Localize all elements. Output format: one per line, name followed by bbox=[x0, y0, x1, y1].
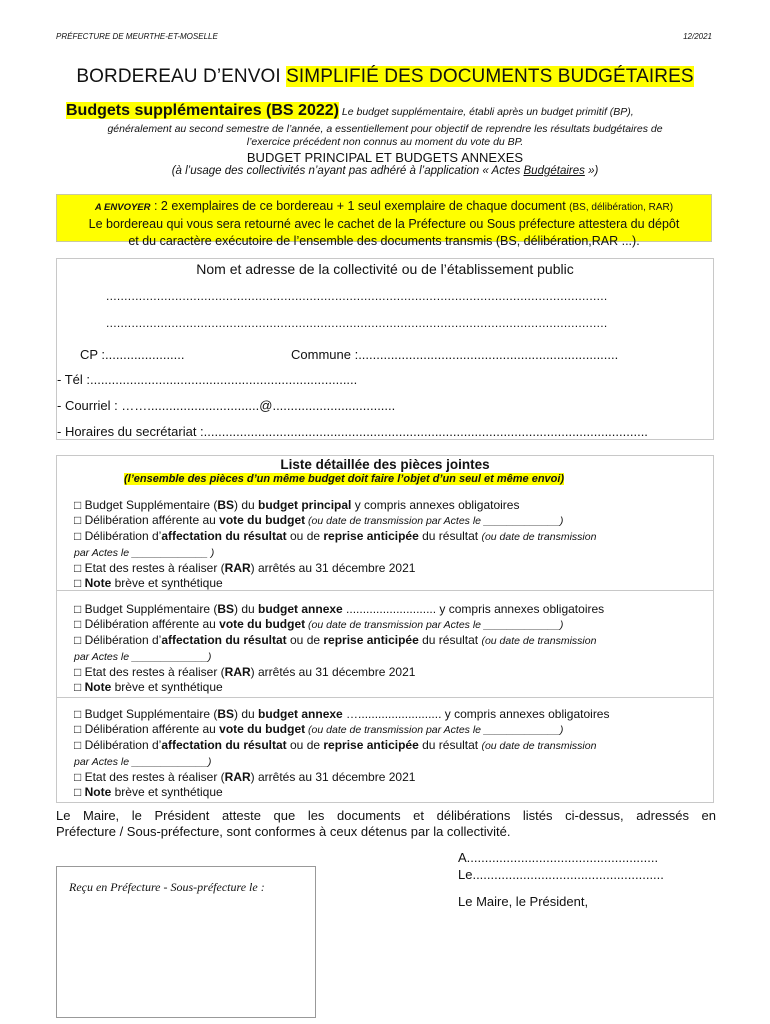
budget-block-annexe-1 bbox=[74, 602, 714, 695]
item-text: (ou date de transmission bbox=[481, 635, 597, 647]
document-date: 12/2021 bbox=[683, 32, 712, 41]
item-text: brève et synthétique bbox=[111, 785, 223, 799]
received-stamp-box bbox=[56, 866, 316, 1018]
budget-subtitle: BUDGET PRINCIPAL ET BUDGETS ANNEXES bbox=[246, 150, 524, 165]
budget-block-principal bbox=[74, 498, 714, 591]
bs-text-3: l’exercice précédent non connus au moment du vote du BP. bbox=[246, 136, 524, 148]
item-text: Budget Supplémentaire ( bbox=[84, 498, 218, 512]
item-text: par Actes le _____________ ) bbox=[74, 547, 215, 559]
checkbox-item-vote[interactable] bbox=[74, 513, 714, 529]
checkbox-icon[interactable]: □ bbox=[74, 513, 82, 527]
checkbox-item-rar[interactable] bbox=[74, 561, 714, 576]
item-text: brève et synthétique bbox=[111, 576, 223, 590]
checkbox-icon[interactable]: □ bbox=[74, 665, 82, 679]
item-text: vote du budget bbox=[219, 513, 306, 527]
item-text: affectation du résultat bbox=[161, 529, 287, 543]
item-text: RAR bbox=[224, 770, 251, 784]
checkbox-item-note[interactable] bbox=[74, 576, 714, 591]
sign-place-field[interactable]: A..................................................... bbox=[458, 850, 659, 865]
received-label: Reçu en Préfecture - Sous-préfecture le : bbox=[69, 880, 265, 894]
bs-text-1: Le budget supplémentaire, établi après un budget primitif (BP), bbox=[338, 106, 634, 118]
checkbox-icon[interactable]: □ bbox=[74, 785, 82, 799]
item-text: vote du budget bbox=[219, 617, 306, 631]
item-text: du résultat bbox=[418, 738, 482, 752]
title-plain: BORDEREAU D’ENVOI bbox=[76, 66, 287, 87]
item-text: Délibération afférente au bbox=[84, 617, 220, 631]
page-title bbox=[0, 66, 770, 88]
envoyer-line-2: Le bordereau qui vous sera retourné avec le cachet de la Préfecture ou Sous préfecture attestera du dépôt bbox=[88, 217, 680, 231]
item-text: Délibération afférente au bbox=[84, 513, 220, 527]
envoyer-box bbox=[56, 194, 712, 248]
item-text: budget annexe bbox=[258, 707, 343, 721]
item-text: …......................... y compris annexes obligatoires bbox=[342, 707, 610, 721]
item-text: ou de bbox=[286, 738, 324, 752]
prefecture-header: PRÉFECTURE DE MEURTHE-ET-MOSELLE bbox=[56, 32, 218, 41]
checkbox-icon[interactable]: □ bbox=[74, 707, 82, 721]
item-text: Etat des restes à réaliser ( bbox=[84, 561, 225, 575]
checkbox-icon[interactable]: □ bbox=[74, 529, 82, 543]
checkbox-icon[interactable]: □ bbox=[74, 722, 82, 736]
item-text: ou de bbox=[286, 633, 324, 647]
address-line-2[interactable]: .......................................................................................................................................... bbox=[106, 316, 608, 330]
signatory-label: Le Maire, le Président, bbox=[458, 894, 589, 909]
checkbox-item-vote[interactable] bbox=[74, 722, 714, 738]
item-text: Note bbox=[84, 576, 112, 590]
item-text: brève et synthétique bbox=[111, 680, 223, 694]
address-line-1[interactable]: .......................................................................................................................................... bbox=[106, 289, 608, 303]
item-text: budget annexe bbox=[258, 602, 343, 616]
checkbox-icon[interactable]: □ bbox=[74, 617, 82, 631]
envoyer-line-3: et du caractère exécutoire de l’ensemble des documents transmis (BS, délibération,RAR ...). bbox=[128, 234, 640, 248]
item-text: BS bbox=[217, 498, 235, 512]
checkbox-icon[interactable]: □ bbox=[74, 770, 82, 784]
bs-title: Budgets supplémentaires (BS 2022) bbox=[66, 102, 339, 119]
envoyer-line-1 bbox=[57, 198, 711, 216]
item-text: Délibération d’ bbox=[84, 529, 162, 543]
item-continuation bbox=[74, 754, 714, 770]
item-text: Budget Supplémentaire ( bbox=[84, 602, 218, 616]
usage-suffix: ») bbox=[584, 165, 599, 177]
checkbox-icon[interactable]: □ bbox=[74, 738, 82, 752]
item-text: reprise anticipée bbox=[323, 633, 419, 647]
item-text: RAR bbox=[224, 561, 251, 575]
item-text: budget principal bbox=[258, 498, 352, 512]
item-text: ) du bbox=[234, 498, 259, 512]
item-text: ) arrêtés au 31 décembre 2021 bbox=[250, 770, 416, 784]
item-text: par Actes le _____________) bbox=[74, 651, 212, 663]
courriel-field[interactable]: - Courriel : ……...............................@.................................. bbox=[57, 398, 396, 413]
checkbox-item-note[interactable] bbox=[74, 680, 714, 695]
checkbox-icon[interactable]: □ bbox=[74, 680, 82, 694]
item-text: BS bbox=[217, 602, 235, 616]
item-text: vote du budget bbox=[219, 722, 306, 736]
checkbox-item-vote[interactable] bbox=[74, 617, 714, 633]
item-text: ........................... y compris annexes obligatoires bbox=[342, 602, 605, 616]
title-highlighted: SIMPLIFIÉ DES DOCUMENTS BUDGÉTAIRES bbox=[286, 66, 694, 87]
item-text: reprise anticipée bbox=[323, 738, 419, 752]
checkbox-item-affectation[interactable] bbox=[74, 529, 714, 545]
checkbox-icon[interactable]: □ bbox=[74, 561, 82, 575]
item-text: du résultat bbox=[418, 633, 482, 647]
checkbox-item-bs[interactable] bbox=[74, 498, 714, 513]
item-text: ) du bbox=[234, 602, 259, 616]
item-text: y compris annexes obligatoires bbox=[351, 498, 520, 512]
item-text: du résultat bbox=[418, 529, 482, 543]
pieces-heading: Liste détaillée des pièces jointes bbox=[280, 457, 490, 472]
envoyer-text-small: (BS, délibération, RAR) bbox=[569, 202, 674, 213]
horaires-field[interactable]: - Horaires du secrétariat :........................................................................................................................... bbox=[57, 424, 648, 439]
item-text: Etat des restes à réaliser ( bbox=[84, 665, 225, 679]
checkbox-item-bs[interactable] bbox=[74, 707, 714, 722]
pieces-subheading: (l’ensemble des pièces d’un même budget doit faire l’objet d’un seul et même envoi) bbox=[124, 473, 565, 485]
usage-note bbox=[0, 165, 770, 177]
bs-text-2: généralement au second semestre de l’année, a essentiellement pour objectif de reprendre les résultats budgétaires de bbox=[107, 123, 663, 135]
item-text: Note bbox=[84, 680, 112, 694]
checkbox-item-rar[interactable] bbox=[74, 665, 714, 680]
item-text: Budget Supplémentaire ( bbox=[84, 707, 218, 721]
bs-intro bbox=[66, 102, 726, 120]
checkbox-item-note[interactable] bbox=[74, 785, 714, 800]
item-text: (ou date de transmission bbox=[481, 740, 597, 752]
usage-underlined: Budgétaires bbox=[523, 165, 585, 177]
item-text: ) du bbox=[234, 707, 259, 721]
item-text: BS bbox=[217, 707, 235, 721]
cp-field[interactable]: CP :...................... bbox=[80, 347, 185, 362]
item-text: affectation du résultat bbox=[161, 738, 287, 752]
item-text: par Actes le _____________) bbox=[74, 756, 212, 768]
item-text: (ou date de transmission par Actes le _____________) bbox=[305, 724, 564, 736]
item-text: Etat des restes à réaliser ( bbox=[84, 770, 225, 784]
checkbox-icon[interactable]: □ bbox=[74, 633, 82, 647]
item-text: Délibération afférente au bbox=[84, 722, 220, 736]
item-text: Délibération d’ bbox=[84, 738, 162, 752]
checkbox-icon[interactable]: □ bbox=[74, 498, 82, 512]
budget-block-annexe-2 bbox=[74, 707, 714, 800]
attestation-line-2: Préfecture / Sous-préfecture, sont conformes à ceux détenus par la collectivité. bbox=[56, 824, 511, 839]
item-text: reprise anticipée bbox=[323, 529, 419, 543]
sign-date-field[interactable]: Le..................................................... bbox=[458, 867, 664, 882]
item-text: (ou date de transmission par Actes le _____________) bbox=[305, 515, 564, 527]
item-text: affectation du résultat bbox=[161, 633, 287, 647]
item-text: RAR bbox=[224, 665, 251, 679]
checkbox-item-bs[interactable] bbox=[74, 602, 714, 617]
checkbox-icon[interactable]: □ bbox=[74, 576, 82, 590]
envoyer-text-1: : 2 exemplaires de ce bordereau + 1 seul exemplaire de chaque document bbox=[150, 199, 570, 213]
item-text: ) arrêtés au 31 décembre 2021 bbox=[250, 561, 416, 575]
address-heading: Nom et adresse de la collectivité ou de l’établissement public bbox=[196, 261, 574, 277]
item-text: ) arrêtés au 31 décembre 2021 bbox=[250, 665, 416, 679]
tel-field[interactable]: - Tél :.......................................................................... bbox=[57, 372, 358, 387]
checkbox-item-rar[interactable] bbox=[74, 770, 714, 785]
usage-prefix: (à l’usage des collectivités n’ayant pas adhéré à l’application « Actes bbox=[171, 165, 524, 177]
item-text: (ou date de transmission par Actes le _____________) bbox=[305, 619, 564, 631]
item-continuation bbox=[74, 545, 714, 561]
item-text: ou de bbox=[286, 529, 324, 543]
checkbox-icon[interactable]: □ bbox=[74, 602, 82, 616]
envoyer-label: A ENVOYER bbox=[94, 202, 151, 213]
attestation-line-1: Le Maire, le Président atteste que les documents et délibérations listés ci-dessus, adressés en bbox=[56, 808, 716, 823]
checkbox-item-affectation[interactable] bbox=[74, 738, 714, 754]
item-text: Note bbox=[84, 785, 112, 799]
checkbox-item-affectation[interactable] bbox=[74, 633, 714, 649]
item-text: (ou date de transmission bbox=[481, 531, 597, 543]
commune-field[interactable]: Commune :........................................................................ bbox=[291, 347, 619, 362]
item-text: Délibération d’ bbox=[84, 633, 162, 647]
item-continuation bbox=[74, 649, 714, 665]
